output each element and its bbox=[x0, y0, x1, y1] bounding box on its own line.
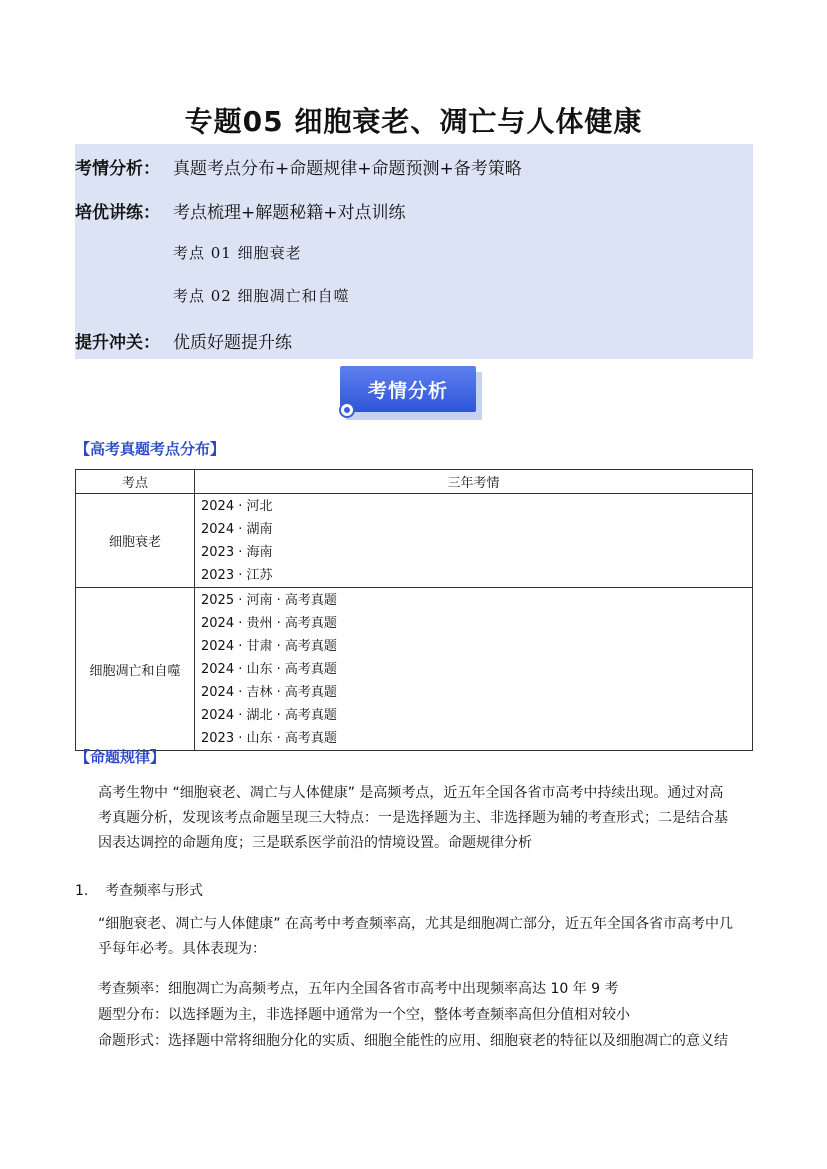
text-line: 命题形式：选择题中常将细胞分化的实质、细胞全能性的应用、细胞衰老的特征以及细胞凋亡的意义结 bbox=[98, 1033, 728, 1049]
intro-paragraph bbox=[98, 781, 728, 856]
year-entry: 2024 · 湖北 · 高考真题 bbox=[201, 708, 337, 723]
table-category-cell: 细胞衰老 bbox=[76, 494, 195, 588]
table-row bbox=[76, 494, 753, 588]
year-entry: 2024 · 甘肃 · 高考真题 bbox=[201, 639, 337, 654]
list-item-heading bbox=[75, 879, 203, 904]
text-line: 高考生物中 “细胞衰老、凋亡与人体健康” 是高频考点，近五年全国各省市高考中持续出现。通过对高 bbox=[98, 785, 724, 801]
toc-row-training bbox=[75, 198, 406, 223]
toc-label: 培优讲练： bbox=[75, 203, 160, 223]
table-years-cell bbox=[195, 494, 753, 588]
toc-row-analysis bbox=[75, 154, 522, 179]
badge-label: 考情分析 bbox=[340, 366, 476, 412]
text-line: 因表达调控的命题角度；三是联系医学前沿的情境设置。命题规律分析 bbox=[98, 835, 532, 851]
table-row bbox=[76, 588, 753, 751]
year-entry: 2023 · 山东 · 高考真题 bbox=[201, 731, 337, 746]
text-line: 乎每年必考。具体表现为： bbox=[98, 941, 266, 957]
year-entry: 2024 · 贵州 · 高考真题 bbox=[201, 616, 337, 631]
toc-row-practice bbox=[75, 328, 292, 353]
table-header-cell: 考点 bbox=[76, 470, 195, 494]
section-heading-rules: 【命题规律】 bbox=[75, 748, 166, 766]
year-entry: 2024 · 湖南 bbox=[201, 522, 273, 537]
year-entry: 2023 · 海南 bbox=[201, 545, 273, 560]
year-entry: 2023 · 江苏 bbox=[201, 568, 273, 583]
year-entry: 2024 · 河北 bbox=[201, 499, 273, 514]
year-entry: 2024 · 山东 · 高考真题 bbox=[201, 662, 337, 677]
page-title: 专题05 细胞衰老、凋亡与人体健康 bbox=[184, 105, 643, 138]
table-years-cell bbox=[195, 588, 753, 751]
table-header-cell: 三年考情 bbox=[195, 470, 753, 494]
text-line: 考查频率：细胞凋亡为高频考点，五年内全国各省市高考中出现频率高达 10 年 9 考 bbox=[98, 981, 619, 997]
list-number: 1. bbox=[75, 883, 89, 899]
year-entry: 2025 · 河南 · 高考真题 bbox=[201, 593, 337, 608]
details-paragraph bbox=[98, 976, 728, 1054]
exam-distribution-table bbox=[75, 469, 753, 751]
table-of-contents bbox=[75, 144, 753, 359]
section-badge bbox=[340, 366, 486, 424]
section-heading-distribution: 【高考真题考点分布】 bbox=[75, 440, 226, 458]
toc-label: 提升冲关： bbox=[75, 333, 160, 353]
item1-paragraph bbox=[98, 912, 733, 962]
table-category-cell: 细胞凋亡和自噬 bbox=[76, 588, 195, 751]
toc-sub-item: 考点 02 细胞凋亡和自噬 bbox=[173, 287, 350, 305]
badge-dot-icon bbox=[339, 402, 355, 418]
toc-sub-item: 考点 01 细胞衰老 bbox=[173, 244, 302, 262]
toc-label: 考情分析： bbox=[75, 159, 160, 179]
year-entry: 2024 · 吉林 · 高考真题 bbox=[201, 685, 337, 700]
list-title: 考查频率与形式 bbox=[105, 883, 203, 899]
toc-text: 优质好题提升练 bbox=[173, 333, 292, 353]
toc-text: 真题考点分布+命题规律+命题预测+备考策略 bbox=[173, 159, 522, 179]
text-line: 题型分布：以选择题为主，非选择题中通常为一个空，整体考查频率高但分值相对较小 bbox=[98, 1007, 630, 1023]
table-header-row bbox=[76, 470, 753, 494]
toc-text: 考点梳理+解题秘籍+对点训练 bbox=[173, 203, 406, 223]
text-line: 考真题分析，发现该考点命题呈现三大特点：一是选择题为主、非选择题为辅的考查形式；二是结合基 bbox=[98, 810, 728, 826]
text-line: “细胞衰老、凋亡与人体健康” 在高考中考查频率高，尤其是细胞凋亡部分，近五年全国各省市高考中几 bbox=[98, 916, 733, 932]
